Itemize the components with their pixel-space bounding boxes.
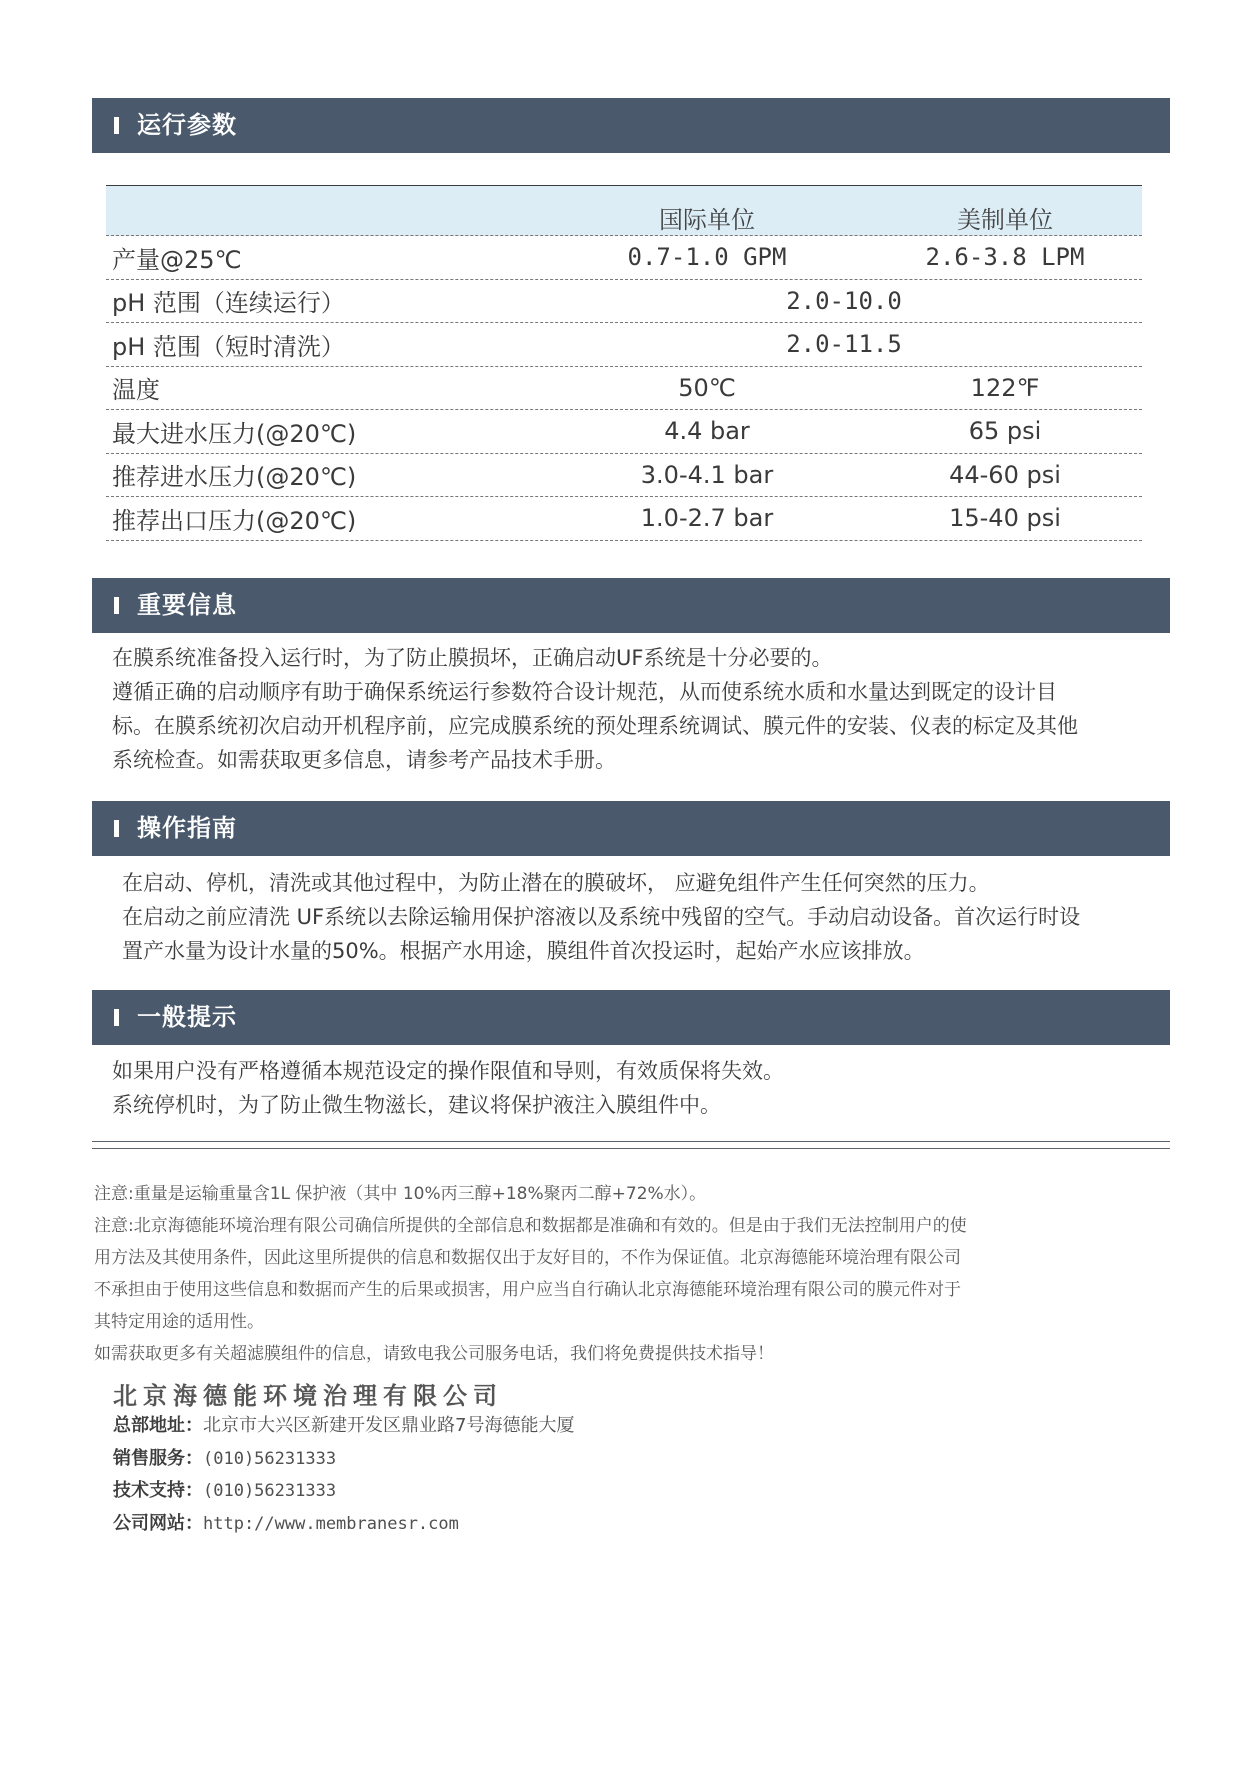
paragraph-line: 如果用户没有严格遵循本规范设定的操作限值和导则，有效质保将失效。 <box>112 1059 784 1083</box>
section-marker <box>114 597 119 614</box>
section-header-operating-parameters <box>92 98 1170 153</box>
section-title: 运行参数 <box>137 111 237 139</box>
param-value-us: 65 psi <box>968 417 1042 446</box>
contact-label: 公司网站： <box>113 1512 203 1534</box>
contact-value: 北京市大兴区新建开发区鼎业路7号海德能大厦 <box>203 1415 575 1436</box>
operation-guide-text <box>122 866 1180 968</box>
contact-list <box>113 1410 574 1540</box>
param-value-range: 2.0-10.0 <box>786 286 902 315</box>
param-label: 产量@25℃ <box>112 245 242 274</box>
table-row <box>106 280 1142 324</box>
header-us-units: 美制单位 <box>957 206 1053 234</box>
param-value-range: 2.0-11.5 <box>786 330 902 359</box>
contact-label: 技术支持： <box>113 1480 203 1501</box>
note-line: 其特定用途的适用性。 <box>94 1312 264 1332</box>
note-line: 注意:北京海德能环境治理有限公司确信所提供的全部信息和数据都是准确和有效的。但是由于我们无法控制用户的使 <box>94 1216 967 1236</box>
section-marker <box>114 117 119 134</box>
contact-line <box>113 1508 574 1541</box>
contact-label: 总部地址： <box>113 1415 203 1436</box>
param-label: 推荐出口压力(@20℃) <box>112 506 357 535</box>
section-header-general-tips <box>92 990 1170 1045</box>
contact-label: 销售服务： <box>113 1447 203 1469</box>
table-row <box>106 454 1142 498</box>
divider-line <box>92 1148 1170 1149</box>
param-label: 推荐进水压力(@20℃) <box>112 463 357 492</box>
section-header-important-info <box>92 578 1170 633</box>
param-value-us: 15-40 psi <box>949 504 1061 533</box>
param-value-si: 0.7-1.0 GPM <box>627 243 787 272</box>
table-row <box>106 323 1142 367</box>
section-title: 操作指南 <box>137 814 237 842</box>
divider-line <box>92 1141 1170 1142</box>
param-label: pH 范围（短时清洗） <box>112 332 345 361</box>
paragraph-line: 置产水量为设计水量的50%。根据产水用途，膜组件首次投运时，起始产水应该排放。 <box>122 939 925 963</box>
param-value-si: 50℃ <box>678 373 736 402</box>
contact-line <box>113 1443 574 1476</box>
note-line: 如需获取更多有关超滤膜组件的信息，请致电我公司服务电话，我们将免费提供技术指导！ <box>94 1344 774 1364</box>
paragraph-line: 系统检查。如需获取更多信息，请参考产品技术手册。 <box>112 748 616 772</box>
website-link[interactable]: http://www.membranesr.com <box>203 1513 459 1534</box>
note-line: 注意:重量是运输重量含1L 保护液（其中 10%丙三醇+18%聚丙二醇+72%水）。 <box>94 1184 707 1204</box>
paragraph-line: 在启动之前应清洗 UF系统以去除运输用保护溶液以及系统中残留的空气。手动启动设备。首次运行时设 <box>122 905 1081 929</box>
paragraph-line: 在膜系统准备投入运行时，为了防止膜损坏，正确启动UF系统是十分必要的。 <box>112 646 833 670</box>
note-line: 用方法及其使用条件，因此这里所提供的信息和数据仅出于友好目的，不作为保证值。北京海德能环境治理有限公司 <box>94 1248 961 1268</box>
paragraph-line: 在启动、停机，清洗或其他过程中，为防止潜在的膜破坏， 应避免组件产生任何突然的压力。 <box>122 871 990 895</box>
section-header-operation-guide <box>92 801 1170 856</box>
param-value-si: 3.0-4.1 bar <box>640 460 774 489</box>
contact-line <box>113 1475 574 1508</box>
important-info-text <box>112 641 1170 777</box>
table-header-row <box>106 186 1142 236</box>
param-value-us: 2.6-3.8 LPM <box>925 243 1085 272</box>
paragraph-line: 遵循正确的启动顺序有助于确保系统运行参数符合设计规范，从而使系统水质和水量达到既定的设计目 <box>112 680 1057 704</box>
section-title: 一般提示 <box>137 1003 237 1031</box>
param-value-si: 4.4 bar <box>664 417 750 446</box>
section-marker <box>114 820 119 837</box>
param-value-us: 44-60 psi <box>949 460 1061 489</box>
contact-value: (010)56231333 <box>203 1448 337 1469</box>
paragraph-line: 系统停机时，为了防止微生物滋长，建议将保护液注入膜组件中。 <box>112 1093 721 1117</box>
header-blank <box>106 186 546 235</box>
param-label: 温度 <box>112 376 160 405</box>
param-value-si: 1.0-2.7 bar <box>640 504 774 533</box>
section-marker <box>114 1009 119 1026</box>
contact-line <box>113 1410 574 1443</box>
section-title: 重要信息 <box>137 591 237 619</box>
general-tips-text <box>112 1054 1170 1122</box>
note-line: 不承担由于使用这些信息和数据而产生的后果或损害，用户应当自行确认北京海德能环境治理有限公司的膜元件对于 <box>94 1280 961 1300</box>
table-row <box>106 367 1142 411</box>
param-label: pH 范围（连续运行） <box>112 289 345 318</box>
table-row <box>106 410 1142 454</box>
contact-value: (010)56231333 <box>203 1481 337 1501</box>
table-row <box>106 236 1142 280</box>
disclaimer-notes <box>94 1178 1174 1370</box>
paragraph-line: 标。在膜系统初次启动开机程序前，应完成膜系统的预处理系统调试、膜元件的安装、仪表的标定及其他 <box>112 714 1078 738</box>
header-si-units: 国际单位 <box>659 206 755 234</box>
company-name: 北京海德能环境治理有限公司 <box>113 1382 503 1410</box>
param-label: 最大进水压力(@20℃) <box>112 419 357 448</box>
param-value-us: 122℉ <box>970 373 1040 402</box>
table-row <box>106 497 1142 541</box>
parameters-table <box>106 185 1142 541</box>
